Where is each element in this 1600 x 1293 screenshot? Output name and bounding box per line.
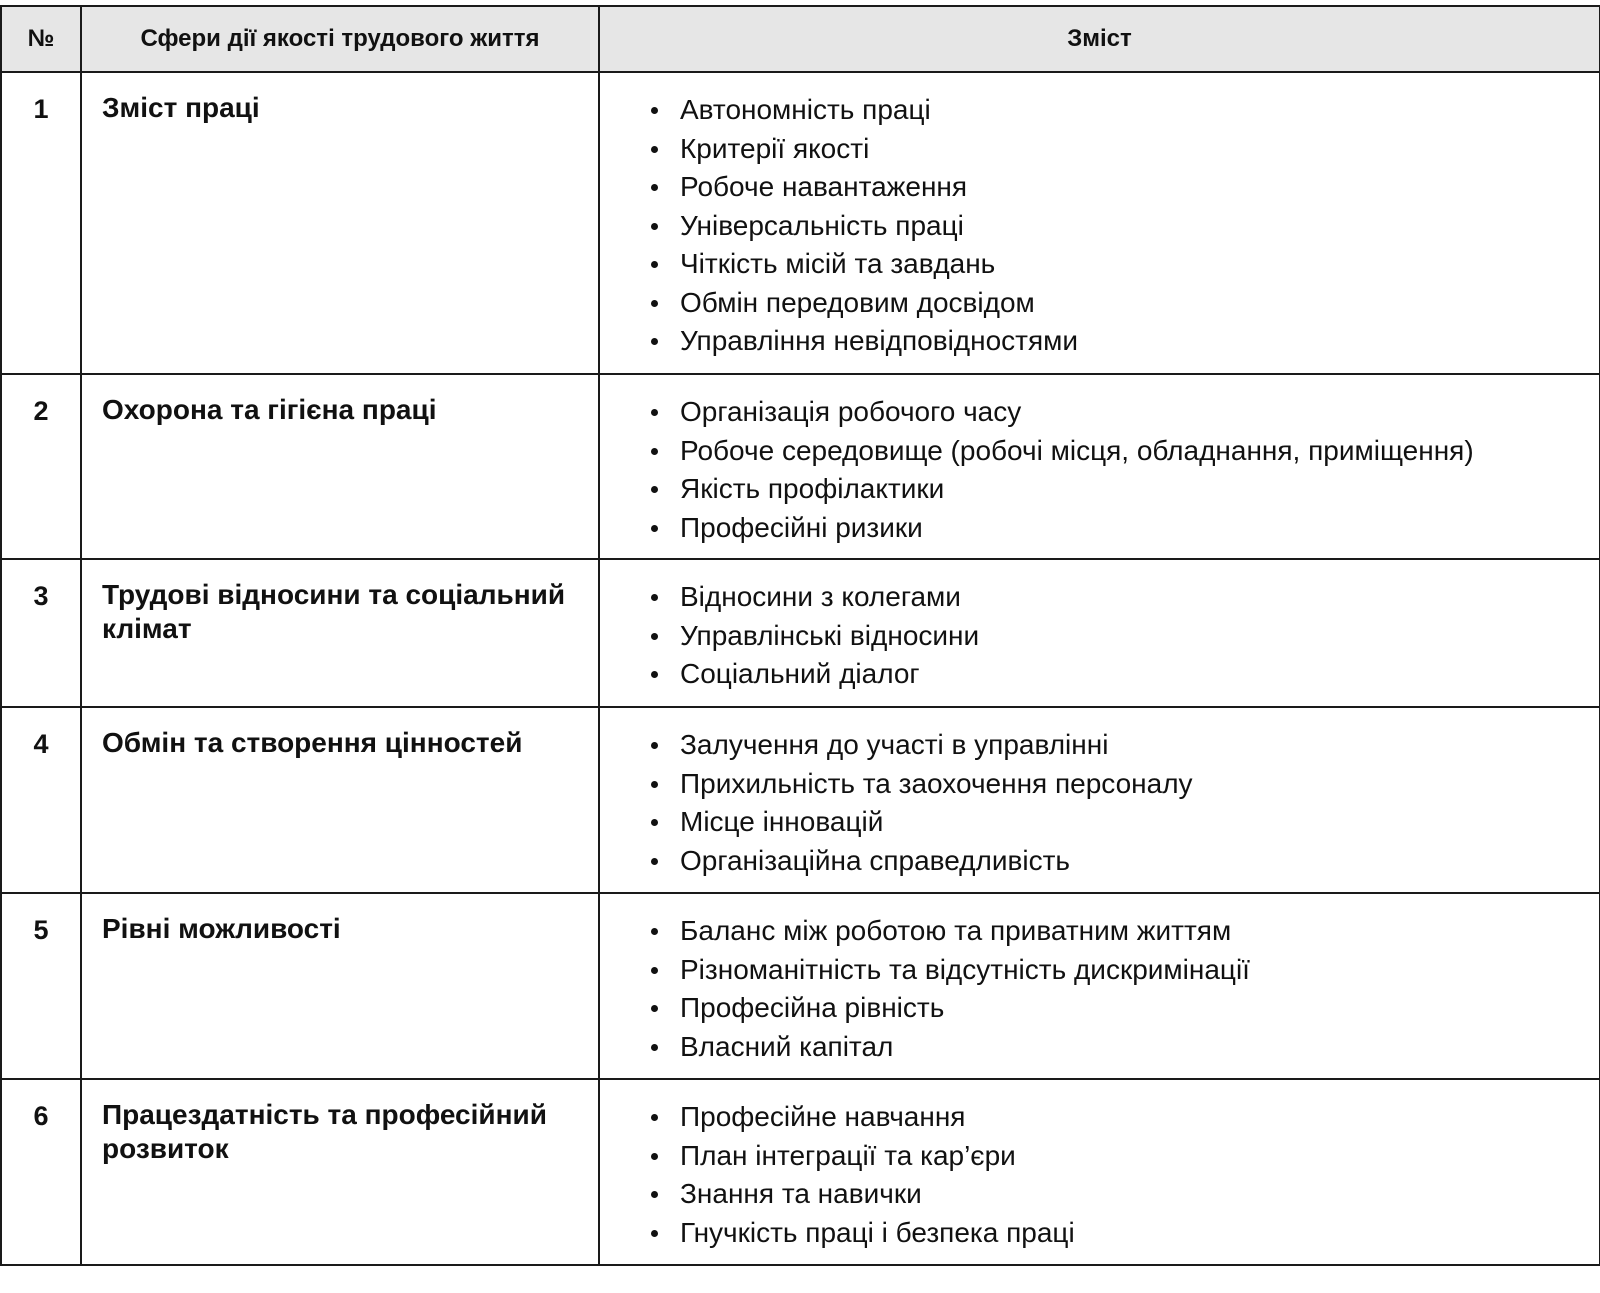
row-content	[599, 893, 1600, 1079]
row-content	[599, 374, 1600, 559]
row-content	[599, 1079, 1600, 1265]
table-row	[1, 559, 1600, 707]
table-header	[1, 6, 1600, 72]
list-item: Відносини з колегами	[650, 578, 1599, 617]
header-row	[1, 6, 1600, 72]
list-item: Прихильність та заохочення персоналу	[650, 765, 1599, 804]
row-content	[599, 559, 1600, 707]
row-number: 3	[1, 559, 81, 707]
row-number: 4	[1, 707, 81, 893]
list-item: Автономність праці	[650, 91, 1599, 130]
table-row	[1, 893, 1600, 1079]
list-item: Баланс між роботою та приватним життям	[650, 912, 1599, 951]
list-item: Соціальний діалог	[650, 655, 1599, 694]
content-list	[650, 91, 1599, 361]
content-list	[650, 578, 1599, 694]
row-area: Працездатність та професійний розвиток	[81, 1079, 599, 1265]
list-item: Різноманітність та відсутність дискримінації	[650, 951, 1599, 990]
list-item: Робоче середовище (робочі місця, обладнання, приміщення)	[650, 432, 1599, 471]
row-content	[599, 72, 1600, 374]
list-item: Гнучкість праці і безпека праці	[650, 1214, 1599, 1253]
row-area: Рівні можливості	[81, 893, 599, 1079]
list-item: Організаційна справедливість	[650, 842, 1599, 881]
list-item: Організація робочого часу	[650, 393, 1599, 432]
list-item: Місце інновацій	[650, 803, 1599, 842]
list-item: Управлінські відносини	[650, 617, 1599, 656]
list-item: Професійне навчання	[650, 1098, 1599, 1137]
list-item: Чіткість місій та завдань	[650, 245, 1599, 284]
row-area: Зміст праці	[81, 72, 599, 374]
list-item: Професійні ризики	[650, 509, 1599, 548]
table-row	[1, 72, 1600, 374]
table-row	[1, 374, 1600, 559]
row-number: 2	[1, 374, 81, 559]
content-list	[650, 912, 1599, 1066]
list-item: План інтеграції та кар’єри	[650, 1137, 1599, 1176]
list-item: Власний капітал	[650, 1028, 1599, 1067]
quality-of-work-life-table	[0, 5, 1600, 1266]
list-item: Залучення до участі в управлінні	[650, 726, 1599, 765]
list-item: Знання та навички	[650, 1175, 1599, 1214]
list-item: Обмін передовим досвідом	[650, 284, 1599, 323]
table-body	[1, 72, 1600, 1265]
table-row	[1, 1079, 1600, 1265]
header-number: №	[1, 6, 81, 72]
table-row	[1, 707, 1600, 893]
list-item: Якість профілактики	[650, 470, 1599, 509]
list-item: Професійна рівність	[650, 989, 1599, 1028]
content-list	[650, 1098, 1599, 1252]
row-area: Обмін та створення цінностей	[81, 707, 599, 893]
row-number: 5	[1, 893, 81, 1079]
row-area: Трудові відносини та соціальний клімат	[81, 559, 599, 707]
row-area: Охорона та гігієна праці	[81, 374, 599, 559]
content-list	[650, 726, 1599, 880]
list-item: Критерії якості	[650, 130, 1599, 169]
list-item: Робоче навантаження	[650, 168, 1599, 207]
row-number: 6	[1, 1079, 81, 1265]
row-content	[599, 707, 1600, 893]
row-number: 1	[1, 72, 81, 374]
list-item: Універсальність праці	[650, 207, 1599, 246]
list-item: Управління невідповідностями	[650, 322, 1599, 361]
header-content: Зміст	[599, 6, 1600, 72]
content-list	[650, 393, 1599, 547]
header-area: Сфери дії якості трудового життя	[81, 6, 599, 72]
